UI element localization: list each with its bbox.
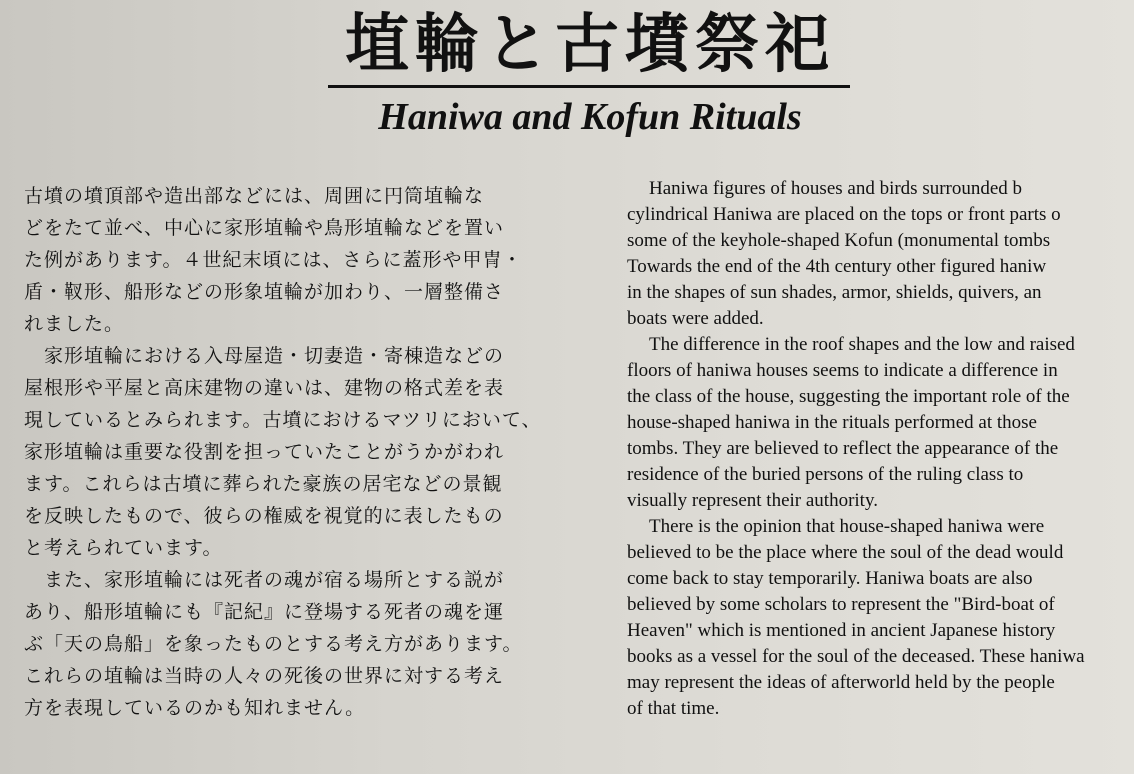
text-line: the class of the house, suggesting the important role of the <box>627 386 1070 407</box>
english-paragraph <box>627 332 1134 514</box>
english-paragraph <box>627 176 1134 332</box>
english-paragraph <box>627 514 1134 722</box>
text-line: ぶ「天の鳥船」を象ったものとする考え方があります。 <box>24 633 523 655</box>
japanese-paragraph <box>24 564 584 724</box>
english-text-column <box>627 176 1134 722</box>
text-line: どをたて並べ、中心に家形埴輪や鳥形埴輪などを置い <box>24 217 505 239</box>
text-line: books as a vessel for the soul of the deceased. These haniwa <box>627 646 1085 667</box>
text-line: 家形埴輪における入母屋造・切妻造・寄棟造などの <box>24 345 505 367</box>
japanese-title: 埴輪と古墳祭祀 <box>345 7 835 82</box>
text-line: house-shaped haniwa in the rituals performed at those <box>627 412 1037 433</box>
text-line: may represent the ideas of afterworld held by the people <box>627 672 1055 693</box>
text-line: visually represent their authority. <box>627 490 878 511</box>
text-line: Haniwa figures of houses and birds surrounded b <box>649 178 1023 199</box>
text-line: boats were added. <box>627 308 764 329</box>
text-line: これらの埴輪は当時の人々の死後の世界に対する考え <box>24 665 505 687</box>
text-line: believed by some scholars to represent the "Bird-boat of <box>627 594 1055 615</box>
text-line: come back to stay temporarily. Haniwa boats are also <box>627 568 1033 589</box>
text-line: Towards the end of the 4th century other figured haniw <box>627 256 1047 277</box>
text-line: 盾・靫形、船形などの形象埴輪が加わり、一層整備さ <box>24 281 505 303</box>
text-line: ます。これらは古墳に葬られた豪族の居宅などの景観 <box>24 473 503 495</box>
text-line: some of the keyhole-shaped Kofun (monumental tombs <box>627 230 1051 251</box>
english-title: Haniwa and Kofun Rituals <box>378 96 802 138</box>
text-line: あり、船形埴輪にも『記紀』に登場する死者の魂を運 <box>24 601 505 623</box>
text-line: of that time. <box>627 698 720 719</box>
text-line: cylindrical Haniwa are placed on the tops or front parts o <box>627 204 1061 225</box>
japanese-paragraph <box>24 340 584 564</box>
text-line: と考えられています。 <box>24 537 223 559</box>
text-line: 古墳の墳頂部や造出部などには、周囲に円筒埴輪な <box>24 185 485 207</box>
text-line: residence of the buried persons of the ruling class to <box>627 464 1024 485</box>
title-divider <box>328 85 850 88</box>
text-line: 方を表現しているのかも知れません。 <box>24 697 366 719</box>
text-line: 屋根形や平屋と高床建物の違いは、建物の格式差を表 <box>24 377 505 399</box>
text-line: in the shapes of sun shades, armor, shields, quivers, an <box>627 282 1042 303</box>
text-line: れました。 <box>24 313 125 335</box>
text-line: tombs. They are believed to reflect the appearance of the <box>627 438 1059 459</box>
text-line: を反映したもので、彼らの権威を視覚的に表したもの <box>24 505 504 527</box>
text-line: floors of haniwa houses seems to indicate a difference in <box>627 360 1058 381</box>
text-line: Heaven" which is mentioned in ancient Japanese history <box>627 620 1056 641</box>
japanese-text-column <box>24 180 584 724</box>
text-line: 現しているとみられます。古墳におけるマツリにおいて、 <box>24 409 542 431</box>
japanese-paragraph <box>24 180 584 340</box>
text-line: 家形埴輪は重要な役割を担っていたことがうかがわれ <box>24 441 505 463</box>
text-line: た例があります。４世紀末頃には、さらに蓋形や甲冑・ <box>24 249 523 271</box>
text-line: The difference in the roof shapes and the low and raised <box>649 334 1075 355</box>
text-line: また、家形埴輪には死者の魂が宿る場所とする説が <box>24 569 505 591</box>
text-line: There is the opinion that house-shaped haniwa were <box>649 516 1045 537</box>
text-line: believed to be the place where the soul of the dead would <box>627 542 1064 563</box>
